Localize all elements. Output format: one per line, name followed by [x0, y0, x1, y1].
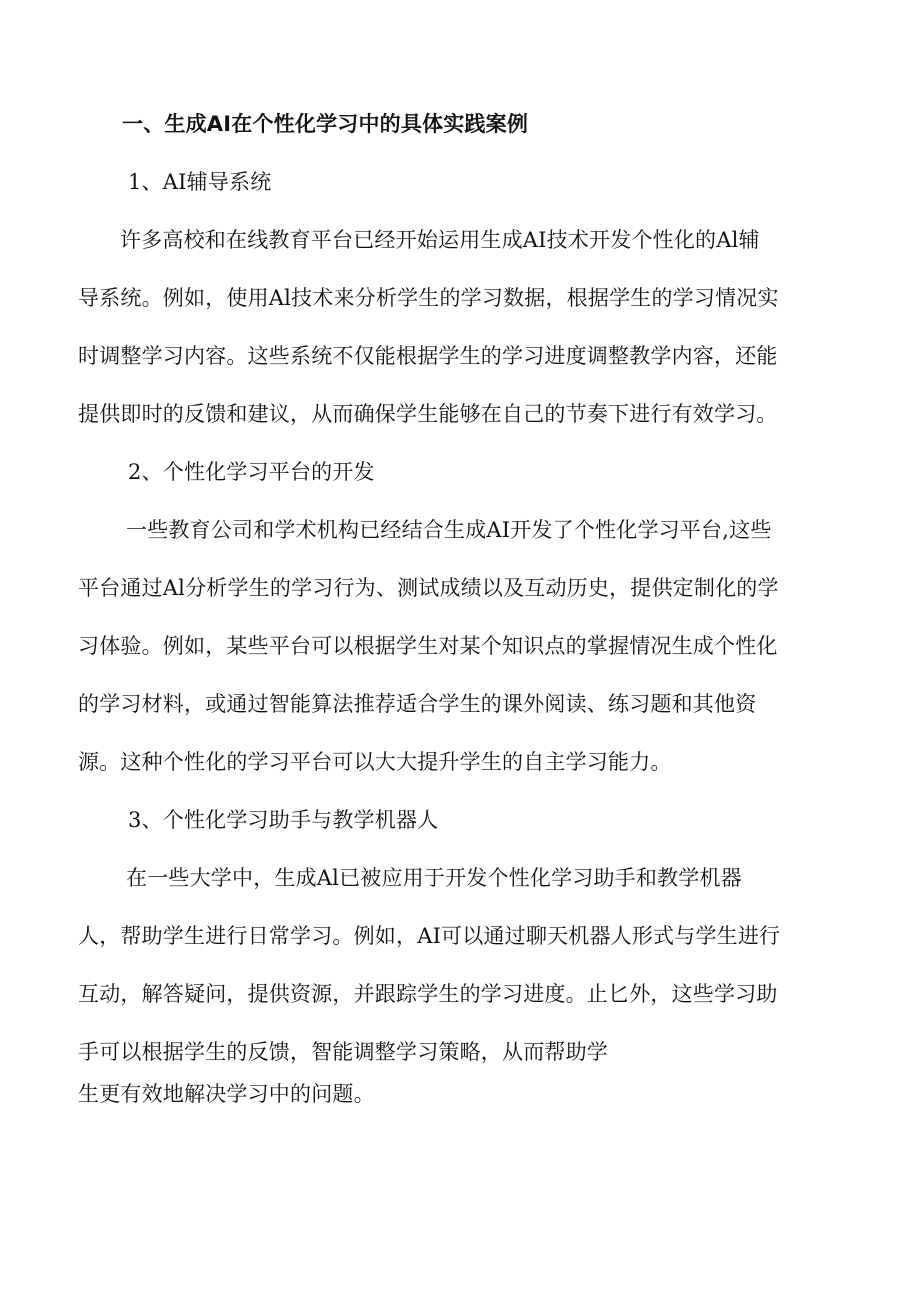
paragraph-line: 手可以根据学生的反馈，智能调整学习策略，从而帮助学	[78, 1040, 608, 1064]
paragraph-line: 许多高校和在线教育平台已经开始运用生成AI技术开发个性化的Al辅	[120, 228, 760, 252]
section-heading: 2、个性化学习平台的开发	[128, 460, 375, 484]
section-heading: 1、AI辅导系统	[128, 170, 272, 194]
paragraph-line: 平台通过Al分析学生的学习行为、测试成绩以及互动历史，提供定制化的学	[78, 576, 779, 600]
paragraph-line: 的学习材料，或通过智能算法推荐适合学生的课外阅读、练习题和其他资	[78, 692, 757, 716]
section-heading: 3、个性化学习助手与教学机器人	[128, 808, 439, 832]
paragraph-line: 习体验。例如，某些平台可以根据学生对某个知识点的掌握情况生成个性化	[78, 634, 778, 658]
paragraph-line: 一些教育公司和学术机构已经结合生成AI开发了个性化学习平台,这些	[126, 518, 772, 542]
paragraph-line: 提供即时的反馈和建议，从而确保学生能够在自己的节奏下进行有效学习。	[78, 402, 778, 426]
paragraph-line: 源。这种个性化的学习平台可以大大提升学生的自主学习能力。	[78, 750, 672, 774]
paragraph-line: 导系统。例如，使用Al技术来分析学生的学习数据，根据学生的学习情况实	[78, 286, 779, 310]
paragraph-line: 生更有效地解决学习中的问题。	[78, 1082, 375, 1106]
document-title: 一、生成AI在个性化学习中的具体实践案例	[122, 112, 529, 136]
paragraph-line: 在一些大学中，生成Al已被应用于开发个性化学习助手和教学机器	[126, 866, 742, 890]
paragraph-line: 人，帮助学生进行日常学习。例如，AI可以通过聊天机器人形式与学生进行	[78, 924, 781, 948]
paragraph-line: 互动，解答疑问，提供资源，并跟踪学生的学习进度。止匕外，这些学习助	[78, 982, 778, 1006]
paragraph-line: 时调整学习内容。这些系统不仅能根据学生的学习进度调整教学内容，还能	[78, 344, 778, 368]
